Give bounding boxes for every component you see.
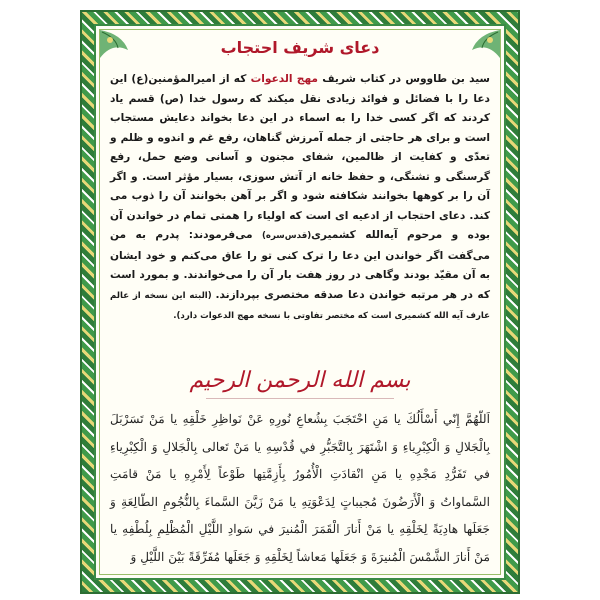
honorific: (قدس‌سره): [261, 231, 312, 241]
version-note: (البته این نسخه از عالم عارف آیه الله کشمیری است که مختصر تفاوتی با نسخه مهج الدعوات دارد).: [110, 290, 490, 321]
book-name: مهج الدعوات: [250, 73, 318, 85]
intro-text: سید بن طاووس در کتاب شریف: [318, 73, 490, 85]
decorative-border: [80, 10, 520, 594]
basmala-heading: بسم الله الرحمن الرحیم: [189, 368, 411, 393]
basmala-divider: [206, 398, 394, 399]
prayer-text: اَللّهُمَّ إِنّي أَسْأَلُكَ يا مَنِ احْتَجَبَ بِشُعاعِ نُورِهِ عَنْ نَواظِرِ خَلْقِهِ يا مَنْ تَسَرْبَلَ بِالْجَلالِ وَ الْكِبْرِياءِ وَ اشْتَهَرَ بِالتَّجَبُّرِ في قُدْسِهِ يا مَنْ تَعالى بِالْجَلالِ وَ الْكِبْرِياءِ في تَفَرُّدِ مَجْدِهِ يا مَنِ انْقادَتِ الْأُمُورُ بِأَزِمَّتِها طَوْعاً لِأَمْرِهِ يا مَنْ قامَتِ السَّماواتُ وَ الْأَرَضُونَ مُجيباتٍ لِدَعْوَتِهِ يا مَنْ زَيَّنَ السَّماءَ بِالنُّجُومِ الطّالِعَةِ وَ جَعَلَها هادِيَةً لِخَلْقِهِ يا مَنْ أَنارَ الْقَمَرَ الْمُنيرَ في سَوادِ اللَّيْلِ الْمُظْلِمِ بِلُطْفِهِ يا مَنْ أَنارَ الشَّمْسَ الْمُنيرَةَ وَ جَعَلَها مَعاشاً لِخَلْقِهِ وَ جَعَلَها مُفَرِّقَةً بَيْنَ اللَّيْلِ وَ: [110, 412, 490, 564]
prayer-text-block: [110, 406, 490, 571]
intro-text: که از امیرالمؤمنین(ع) این دعا را با فضائل و فوائد زیادی نقل میکند که رسول خدا (ص) قسم یاد کردند که اگر کسی خدا را به اسماء در این دعا بخواند دعایش مستجاب است و برای هر حاجتی از جمله آمرزش گناهان، رفع غم و اندوه و ظلم و تعدّی و کفایت از ظالمین، شفای مجنون و آسانی وضع حمل، رفع گرسنگی و تشنگی، و حفظ خانه از آتش سوزی، بسیار مؤثر است. و اگر آن را بر کوهها بخوانند شکافته شود و اگر بر آهن بخوانند آن را ذوب می کند. دعای احتجاب از ادعیه ای است که اولیاء را همتی تمام در خواندن آن بوده و مرحوم آیه‌الله کشمیری: [110, 73, 490, 241]
intro-paragraph: [110, 70, 490, 327]
text-panel: [94, 24, 506, 580]
intro-text: می‌فرمودند: پدرم به من می‌گفت اگر خواندن این دعا را ترک کنی تو را عاق می‌کنم و خود ایشان به آن مقیّد بودند وگاهی در روز هفت بار آن را می‌خواندند. و بمورد است که در هر مرتبه خواندن دعا صدقه مختصری بپردازند.: [110, 229, 491, 301]
page-title: دعای شریف احتجاب: [220, 38, 380, 57]
